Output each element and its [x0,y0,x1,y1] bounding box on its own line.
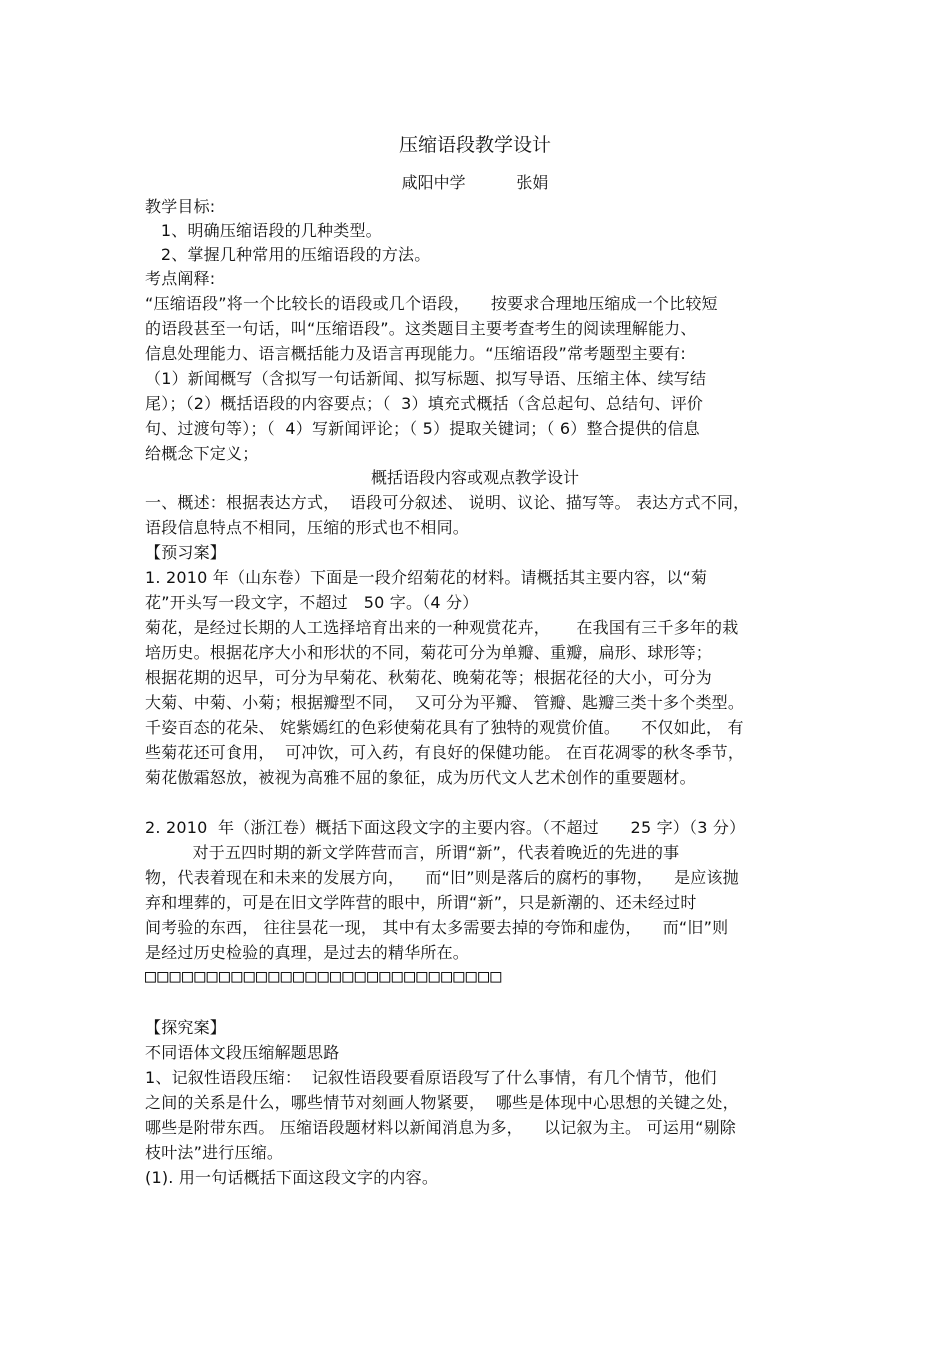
text-line: 些菊花还可食用， 可冲饮，可入药，有良好的保健功能。 在百花凋零的秋冬季节， [145,743,745,762]
text-line: 信息处理能力、语言概括能力及语言再现能力。“压缩语段”常考题型主要有: [145,344,686,363]
text-line: 培历史。根据花序大小和形状的不同，菊花可分为单瓣、重瓣，扁形、球形等； [145,643,713,662]
text-line: 2、掌握几种常用的压缩语段的方法。 [145,245,431,264]
text-line: 的语段甚至一句话，叫“压缩语段”。这类题目主要考查考生的阅读理解能力、 [145,319,697,338]
text-line: 根据花期的迟早，可分为早菊花、秋菊花、晚菊花等；根据花径的大小，可分为 [145,668,713,687]
text-line: 菊花，是经过长期的人工选择培育出来的一种观赏花卉， 在我国有三千多年的栽 [145,618,739,637]
text-line: 1、明确压缩语段的几种类型。 [145,221,382,240]
text-line: 之间的关系是什么，哪些情节对刻画人物紧要， 哪些是体现中心思想的关键之处， [145,1093,739,1112]
text-line: 尾）；（2）概括语段的内容要点；（ 3）填充式概括（含总起句、总结句、评价 [145,394,704,413]
text-line: （1）新闻概写（含拟写一句话新闻、拟写标题、拟写导语、压缩主体、续写结 [145,369,707,388]
text-line: 考点阐释: [145,269,216,288]
text-line: (1). 用一句话概括下面这段文字的内容。 [145,1168,439,1187]
text-line: 千姿百态的花朵、 姹紫嫣红的色彩使菊花具有了独特的观赏价值。 不仅如此， 有 [145,718,744,737]
text-line: “压缩语段”将一个比较长的语段或几个语段， 按要求合理地压缩成一个比较短 [145,294,718,313]
text-line: 1、记叙性语段压缩： 记叙性语段要看原语段写了什么事情，有几个情节，他们 [145,1068,717,1087]
section-subtitle: 概括语段内容或观点教学设计 [370,468,579,487]
page-title: 压缩语段教学设计 [398,134,551,156]
text-line: 菊花傲霜怒放，被视为高雅不屈的象征，成为历代文人艺术创作的重要题材。 [145,768,696,787]
author-line: 咸阳中学 张娟 [401,173,549,192]
section-heading: 【预习案】 [145,543,227,562]
text-line: 弃和埋葬的，可是在旧文学阵营的眼中，所谓“新”，只是新潮的、还未经过时 [145,893,697,912]
text-line: 对于五四时期的新文学阵营而言，所谓“新”，代表着晚近的先进的事 [145,843,680,862]
text-line: 教学目标: [145,197,216,216]
text-line: 句、过渡句等）；（ 4）写新闻评论；（ 5）提取关键词；（ 6）整合提供的信息 [145,419,700,438]
text-line: 是经过历史检验的真理，是过去的精华所在。 [145,943,470,962]
text-line: 物，代表着现在和未来的发展方向， 而“旧”则是落后的腐朽的事物， 是应该抛 [145,868,739,887]
placeholder-boxes: □□□□□□□□□□□□□□□□□□□□□□□□□□□□□ [145,966,503,987]
text-line: 语段信息特点不相同，压缩的形式也不相同。 [145,518,470,537]
text-line: 1. 2010 年（山东卷）下面是一段介绍菊花的材料。请概括其主要内容，以“菊 [145,568,708,587]
text-line: 花”开头写一段文字，不超过 50 字。（4 分） [145,593,479,612]
section-heading: 【探究案】 [145,1018,227,1037]
text-line: 枝叶法”进行压缩。 [145,1143,284,1162]
text-line: 不同语体文段压缩解题思路 [145,1043,340,1062]
text-line: 一、概述：根据表达方式， 语段可分叙述、 说明、议论、描写等。 表达方式不同， [145,493,750,512]
text-line: 2. 2010 年（浙江卷）概括下面这段文字的主要内容。（不超过 25 字）（3 分） [145,818,746,837]
text-line: 大菊、中菊、小菊；根据瓣型不同， 又可分为平瓣、 管瓣、匙瓣三类十多个类型。 [145,693,745,712]
text-line: 哪些是附带东西。 压缩语段题材料以新闻消息为多， 以记叙为主。 可运用“剔除 [145,1118,737,1137]
text-line: 间考验的东西， 往往昙花一现， 其中有太多需要去掉的夸饰和虚伪， 而“旧”则 [145,918,729,937]
text-line: 给概念下定义； [145,444,259,463]
